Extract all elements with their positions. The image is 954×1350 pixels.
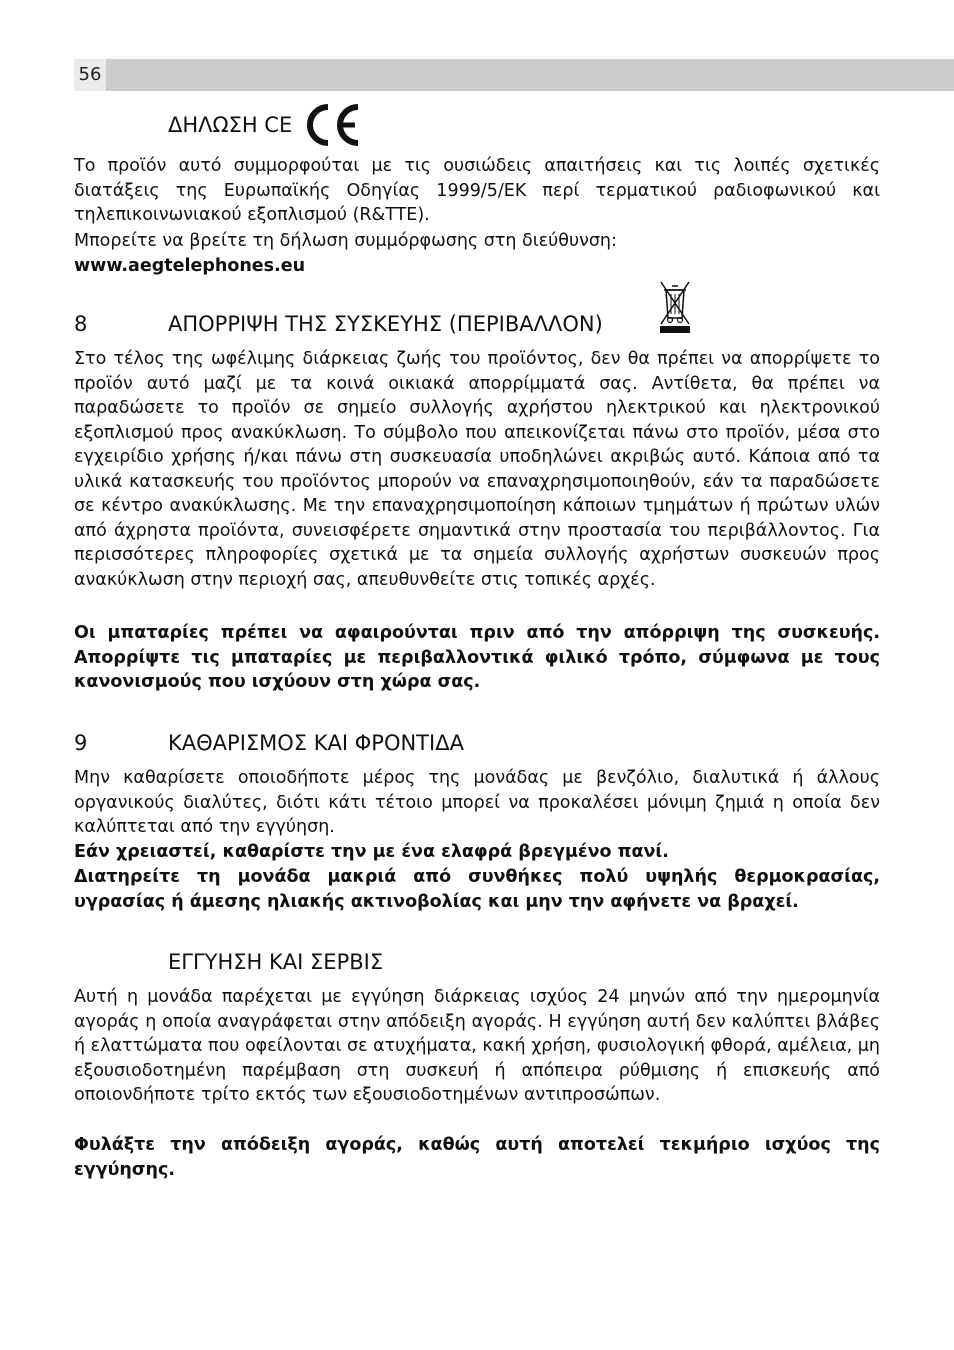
ce-paragraph: Το προϊόν αυτό συμμορφούται με τις ουσιώδεις απαιτήσεις και τις λοιπές σχετικές διατάξεις της Ευρωπαϊκής Οδηγίας 1999/5/ΕΚ περί τερματικού ραδιοφωνικού και τηλεπικοινωνιακού εξοπλισμού (R&TTE). (74, 156, 880, 225)
disposal-section-number: 8 (74, 312, 88, 336)
warranty-paragraph: Αυτή η μονάδα παρέχεται με εγγύηση διάρκειας ισχύος 24 μηνών από την ημερομηνία αγοράς η οποία αναγράφεται στην απόδειξη αγοράς. Η εγγύηση αυτή δεν καλύπτει βλάβες ή ελαττώματα που οφείλονται σε ατυχήματα, κακή χρήση, φυσιολογική φθορά, αμέλεια, μη εξουσιοδοτημένη παρέμβαση στη συσκευή ή απόπειρα ρύθμισης ή επισκευής από οποιονδήποτε τρίτο εκτός των εξουσιοδοτημένων αντιπροσώπων. (74, 987, 880, 1105)
disposal-heading-title: ΑΠΟΡΡΙΨΗ ΤΗΣ ΣΥΣΚΕΥΗΣ (ΠΕΡΙΒΑΛΛΟΝ) (168, 312, 603, 336)
ce-mark-icon (303, 101, 361, 149)
crossed-out-wheelie-bin-icon (658, 278, 692, 334)
disposal-heading (74, 312, 603, 336)
ce-declaration-text: Μπορείτε να βρείτε τη δήλωση συμμόρφωσης στη διεύθυνση: (74, 231, 617, 251)
cleaning-heading-title: ΚΑΘΑΡΙΣΜΟΣ ΚΑΙ ΦΡΟΝΤΙΔΑ (168, 731, 464, 755)
warranty-receipt-note: Φυλάξτε την απόδειξη αγοράς, καθώς αυτή αποτελεί τεκμήριο ισχύος της εγγύησης. (74, 1135, 880, 1180)
page-header-bar (74, 59, 954, 91)
ce-heading-title: ΔΗΛΩΣΗ CE (168, 113, 293, 137)
cleaning-tip: Εάν χρειαστεί, καθαρίστε την με ένα ελαφρά βρεγμένο πανί. (74, 842, 669, 862)
ce-url-link[interactable]: www.aegtelephones.eu (74, 256, 306, 276)
warranty-heading (74, 950, 383, 974)
page-number: 56 (74, 59, 106, 91)
disposal-battery-warning: Οι μπαταρίες πρέπει να αφαιρούνται πριν από την απόρριψη της συσκευής. Απορρίψτε τις μπαταρίες με περιβαλλοντικά φιλικό τρόπο, σύμφωνα με τους κανονισμούς που ισχύουν στη χώρα σας. (74, 623, 880, 692)
cleaning-paragraph: Μην καθαρίσετε οποιοδήποτε μέρος της μονάδας με βενζόλιο, διαλυτικά ή άλλους οργανικούς διαλύτες, διότι κάτι τέτοιο μπορεί να προκαλέσει μόνιμη ζημιά η οποία δεν καλύπτεται από την εγγύηση. (74, 768, 880, 837)
cleaning-heading (74, 731, 464, 755)
cleaning-section-number: 9 (74, 731, 88, 755)
ce-heading (74, 101, 361, 149)
warranty-heading-title: ΕΓΓΥΗΣΗ ΚΑΙ ΣΕΡΒΙΣ (168, 950, 384, 974)
disposal-paragraph: Στο τέλος της ωφέλιμης διάρκειας ζωής του προϊόντος, δεν θα πρέπει να απορρίψετε το προϊόν αυτό μαζί με τα κοινά οικιακά απορρίμματά σας. Αντίθετα, θα πρέπει να παραδώσετε το προϊόν σε σημείο συλλογής αχρήστου ηλεκτρικού και ηλεκτρονικού εξοπλισμού προς ανακύκλωση. Το σύμβολο που απεικονίζεται πάνω στο προϊόν, μέσα στο εγχειρίδιο χρήσης ή/και πάνω στη συσκευασία υποδηλώνει ακριβώς αυτό. Κάποια από τα υλικά κατασκευής του προϊόντος μπορούν να επαναχρησιμοποιηθούν, εάν τα παραδώσετε σε κέντρο ανακύκλωσης. Με την επαναχρησιμοποίηση κάποιων τμημάτων ή πρώτων υλών από άχρηστα προϊόντα, συνεισφέρετε σημαντικά στην προστασία του περιβάλλοντος. Για περισσότερες πληροφορίες σχετικά με τα σημεία συλλογής αχρήστων συσκευών προς ανακύκλωση στην περιοχή σας, απευθυνθείτε στις τοπικές αρχές. (74, 349, 880, 590)
cleaning-warning: Διατηρείτε τη μονάδα μακριά από συνθήκες πολύ υψηλής θερμοκρασίας, υγρασίας ή άμεσης ηλιακής ακτινοβολίας και μην την αφήνετε να βραχεί. (74, 867, 880, 912)
